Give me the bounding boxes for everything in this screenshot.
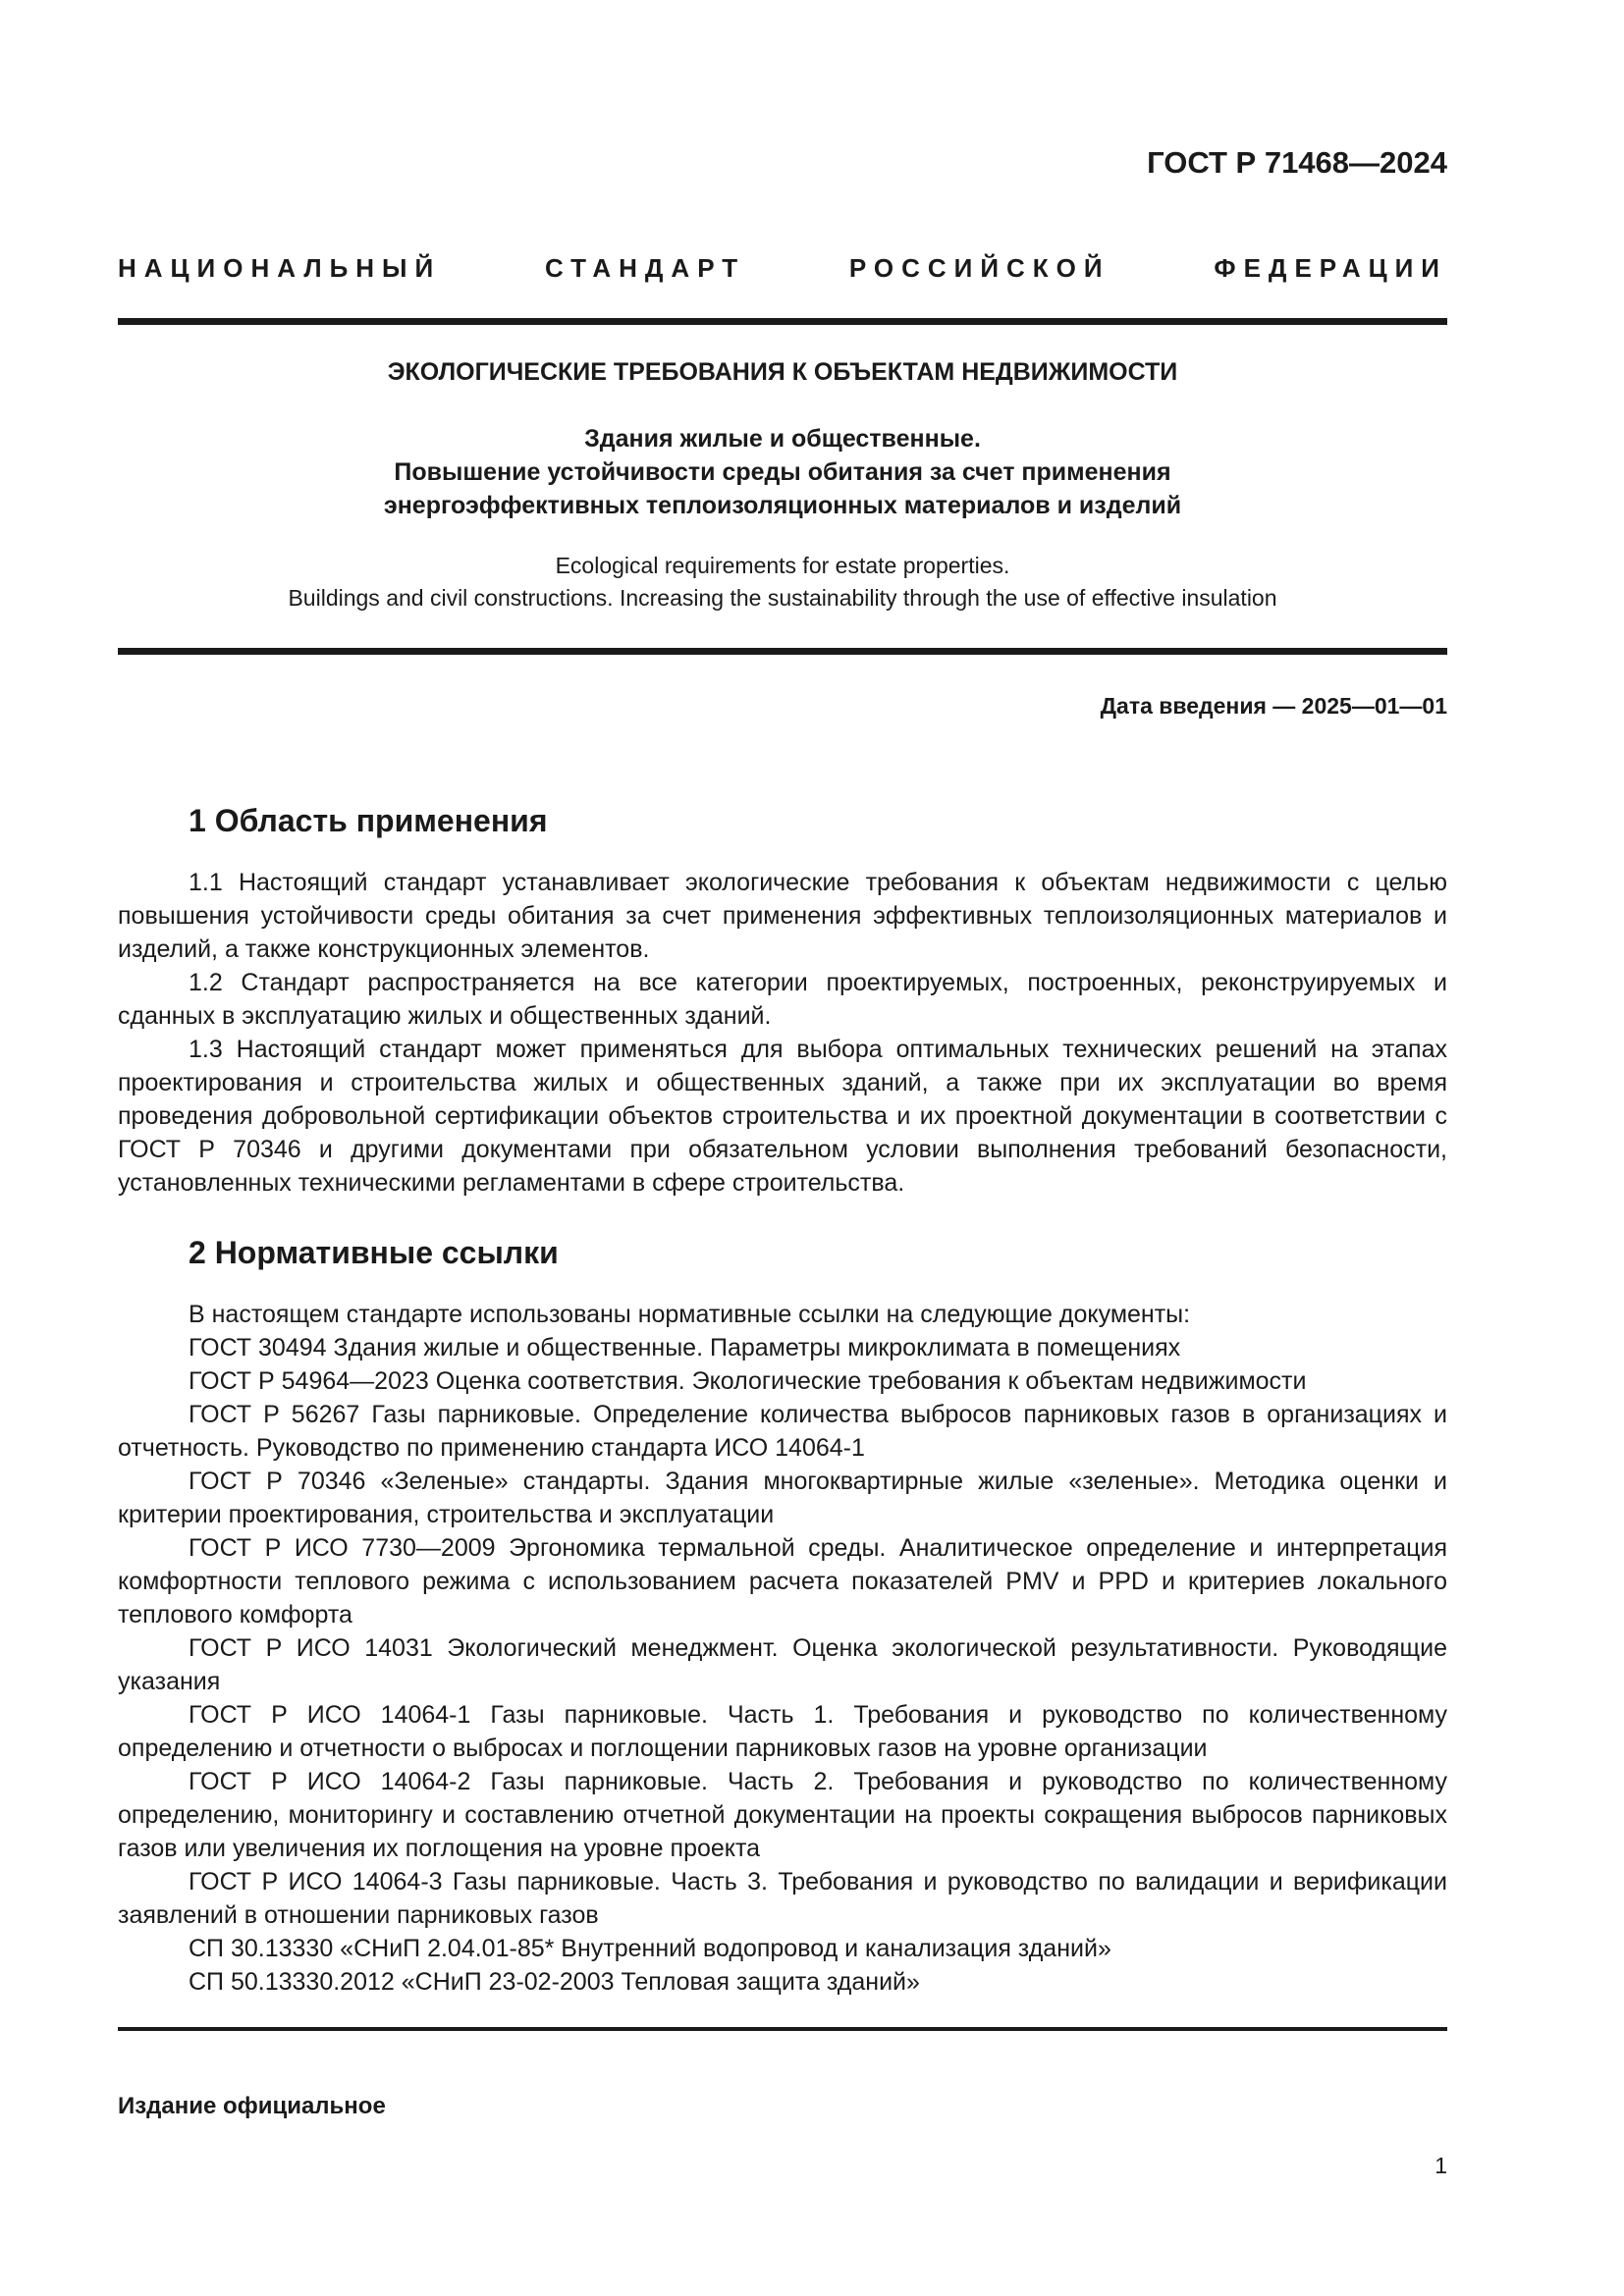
paragraph-1-2: 1.2 Стандарт распространяется на все категории проектируемых, построенных, реконструируемых и сданных в эксплуатацию жилых и общественных зданий. bbox=[118, 969, 1447, 1030]
reference-item: ГОСТ Р 56267 Газы парниковые. Определение количества выбросов парниковых газов в организациях и отчетность. Руководство по применению стандарта ИСО 14064-1 bbox=[118, 1401, 1447, 1462]
references-intro: В настоящем стандарте использованы нормативные ссылки на следующие документы: bbox=[189, 1301, 1191, 1328]
english-title bbox=[118, 550, 1447, 614]
subtitle-line: Здания жилые и общественные. bbox=[584, 425, 981, 453]
subtitle-line: Повышение устойчивости среды обитания за счет применения bbox=[394, 458, 1171, 486]
reference-item: СП 30.13330 «СНиП 2.04.01-85* Внутренний водопровод и канализация зданий» bbox=[189, 1935, 1111, 1962]
national-standard-banner: НАЦИОНАЛЬНЫЙ СТАНДАРТ РОССИЙСКОЙ ФЕДЕРАЦИИ bbox=[118, 253, 1447, 283]
document-title: ЭКОЛОГИЧЕСКИЕ ТРЕБОВАНИЯ К ОБЪЕКТАМ НЕДВИЖИМОСТИ bbox=[387, 358, 1178, 386]
reference-item: ГОСТ Р 54964—2023 Оценка соответствия. Экологические требования к объектам недвижимости bbox=[189, 1367, 1307, 1395]
footer-rule bbox=[118, 2027, 1447, 2031]
title-bottom-rule bbox=[118, 648, 1447, 655]
reference-item: ГОСТ Р ИСО 7730—2009 Эргономика термальной среды. Аналитическое определение и интерпретация комфортности теплового режима с использованием расчета показателей PMV и PPD и критериев локального теплового комфорта bbox=[118, 1534, 1447, 1629]
section-1-heading: 1 Область применения bbox=[189, 803, 548, 838]
reference-item: ГОСТ Р ИСО 14064-3 Газы парниковые. Часть 3. Требования и руководство по валидации и верификации заявлений в отношении парниковых газов bbox=[118, 1868, 1447, 1929]
gost-code: ГОСТ Р 71468—2024 bbox=[1147, 145, 1447, 180]
reference-item: ГОСТ Р ИСО 14031 Экологический менеджмент. Оценка экологической результативности. Руководящие указания bbox=[118, 1634, 1447, 1695]
reference-item: ГОСТ Р 70346 «Зеленые» стандарты. Здания многоквартирные жилые «зеленые». Методика оценки и критерии проектирования, строительства и эксплуатации bbox=[118, 1468, 1447, 1528]
section-2-body bbox=[118, 1298, 1447, 1999]
reference-item: ГОСТ 30494 Здания жилые и общественные. Параметры микроклимата в помещениях bbox=[189, 1334, 1181, 1362]
introduction-date: Дата введения — 2025—01—01 bbox=[1100, 693, 1447, 719]
top-rule bbox=[118, 318, 1447, 325]
section-1-body bbox=[118, 866, 1447, 1200]
reference-item: ГОСТ Р ИСО 14064-1 Газы парниковые. Часть 1. Требования и руководство по количественному определению и отчетности о выбросах и поглощении парниковых газов на уровне организации bbox=[118, 1701, 1447, 1762]
reference-item: ГОСТ Р ИСО 14064-2 Газы парниковые. Часть 2. Требования и руководство по количественному определению, мониторингу и составлению отчетной документации на проекты сокращения выбросов парниковых газов или увеличения их поглощения на уровне проекта bbox=[118, 1768, 1447, 1862]
official-edition-label: Издание официальное bbox=[118, 2093, 386, 2119]
subtitle-line: энергоэффективных теплоизоляционных материалов и изделий bbox=[383, 492, 1182, 519]
page-number: 1 bbox=[1435, 2153, 1447, 2178]
paragraph-1-3: 1.3 Настоящий стандарт может применяться для выбора оптимальных технических решений на этапах проектирования и строительства жилых и общественных зданий, а также при их эксплуатации во время проведения добровольной сертификации объектов строительства и их проектной документации в соответствии с ГОСТ Р 70346 и другими документами при обязательном условии выполнения требований безопасности, установленных техническими регламентами в сфере строительства. bbox=[118, 1036, 1447, 1197]
document-subtitle bbox=[118, 422, 1447, 522]
paragraph-1-1: 1.1 Настоящий стандарт устанавливает экологические требования к объектам недвижимости с целью повышения устойчивости среды обитания за счет применения эффективных теплоизоляционных материалов и изделий, а также конструкционных элементов. bbox=[118, 869, 1447, 963]
section-2-heading: 2 Нормативные ссылки bbox=[189, 1235, 559, 1270]
english-title-line: Buildings and civil constructions. Increasing the sustainability through the use of effective insulation bbox=[288, 585, 1277, 611]
english-title-line: Ecological requirements for estate properties. bbox=[555, 553, 1010, 578]
reference-item: СП 50.13330.2012 «СНиП 23-02-2003 Тепловая защита зданий» bbox=[189, 1968, 920, 1996]
